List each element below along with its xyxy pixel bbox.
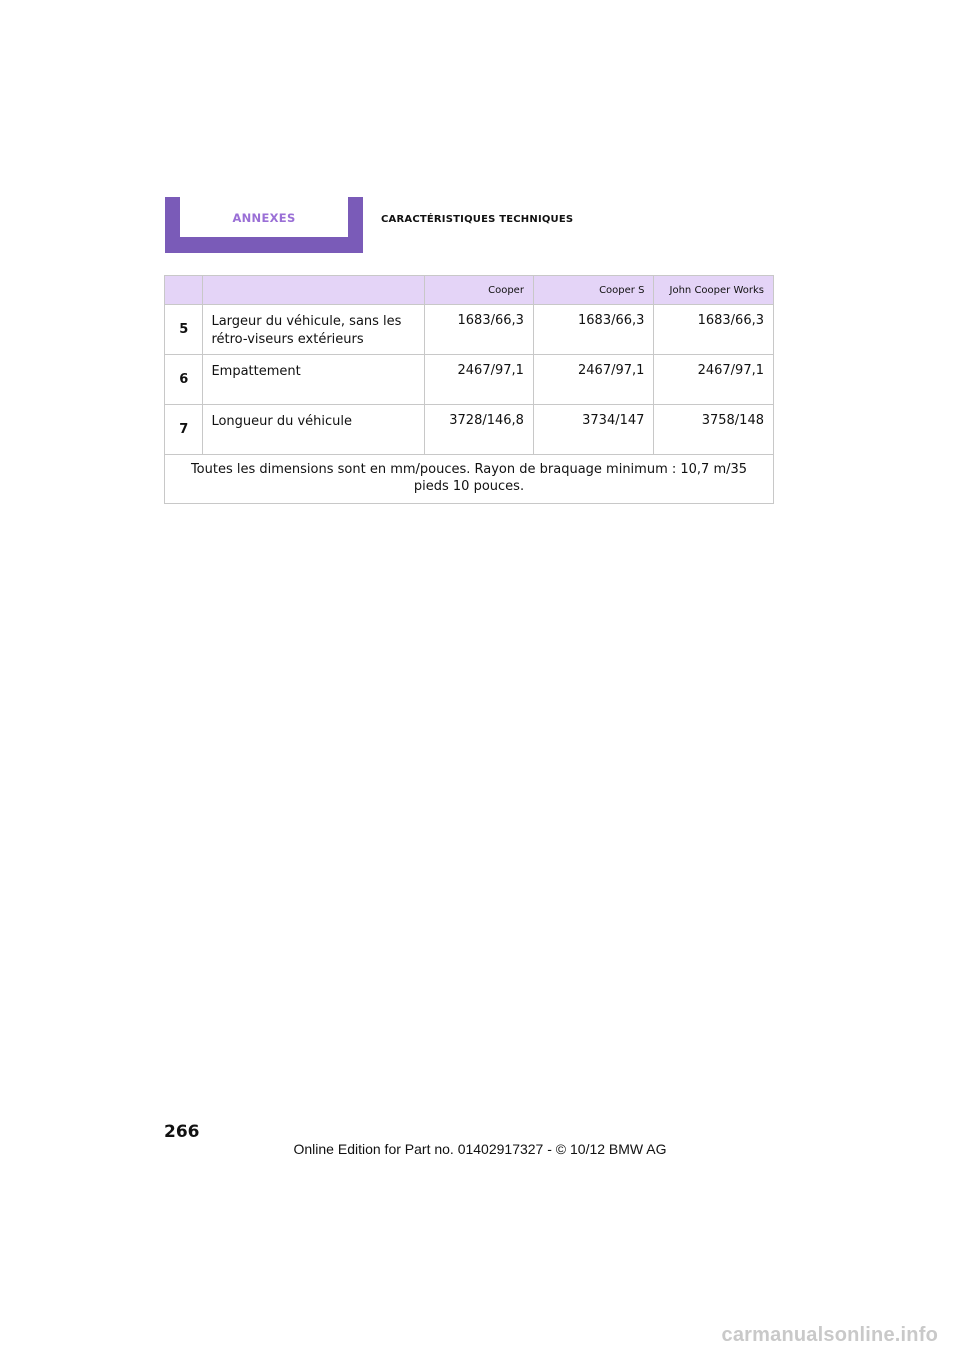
cell-cooper: 1683/66,3 bbox=[425, 305, 534, 355]
cell-cooper-s: 3734/147 bbox=[533, 405, 653, 455]
cell-jcw: 1683/66,3 bbox=[654, 305, 774, 355]
table-row bbox=[165, 405, 774, 455]
table-note-row bbox=[165, 455, 774, 504]
watermark: carmanualsonline.info bbox=[721, 1324, 938, 1346]
column-header-cooper: Cooper bbox=[425, 276, 534, 305]
section-tab bbox=[165, 197, 363, 253]
cell-jcw: 3758/148 bbox=[654, 405, 774, 455]
column-header-label bbox=[203, 276, 425, 305]
column-header-cooper-s: Cooper S bbox=[533, 276, 653, 305]
cell-cooper: 3728/146,8 bbox=[425, 405, 534, 455]
cell-cooper-s: 1683/66,3 bbox=[533, 305, 653, 355]
row-label: Longueur du véhicule bbox=[203, 405, 425, 455]
page-header-title: CARACTÉRISTIQUES TECHNIQUES bbox=[381, 214, 574, 225]
cell-cooper: 2467/97,1 bbox=[425, 355, 534, 405]
dimensions-table bbox=[164, 275, 774, 504]
cell-jcw: 2467/97,1 bbox=[654, 355, 774, 405]
cell-cooper-s: 2467/97,1 bbox=[533, 355, 653, 405]
footer-edition-text: Online Edition for Part no. 01402917327 - © 10/12 BMW AG bbox=[293, 1141, 667, 1157]
row-number: 7 bbox=[165, 405, 203, 455]
page-number: 266 bbox=[164, 1122, 200, 1142]
column-header-num bbox=[165, 276, 203, 305]
table-note: Toutes les dimensions sont en mm/pouces. Rayon de braquage minimum : 10,7 m/35 pieds 10 pouces. bbox=[165, 455, 774, 504]
row-number: 5 bbox=[165, 305, 203, 355]
row-number: 6 bbox=[165, 355, 203, 405]
section-tab-label: ANNEXES bbox=[232, 211, 296, 225]
column-header-jcw: John Cooper Works bbox=[654, 276, 774, 305]
table-header-row bbox=[165, 276, 774, 305]
row-label: Largeur du véhicule, sans les rétro-viseurs extérieurs bbox=[203, 305, 425, 355]
table-row bbox=[165, 355, 774, 405]
table-row bbox=[165, 305, 774, 355]
section-tab-inner bbox=[180, 197, 348, 237]
row-label: Empattement bbox=[203, 355, 425, 405]
